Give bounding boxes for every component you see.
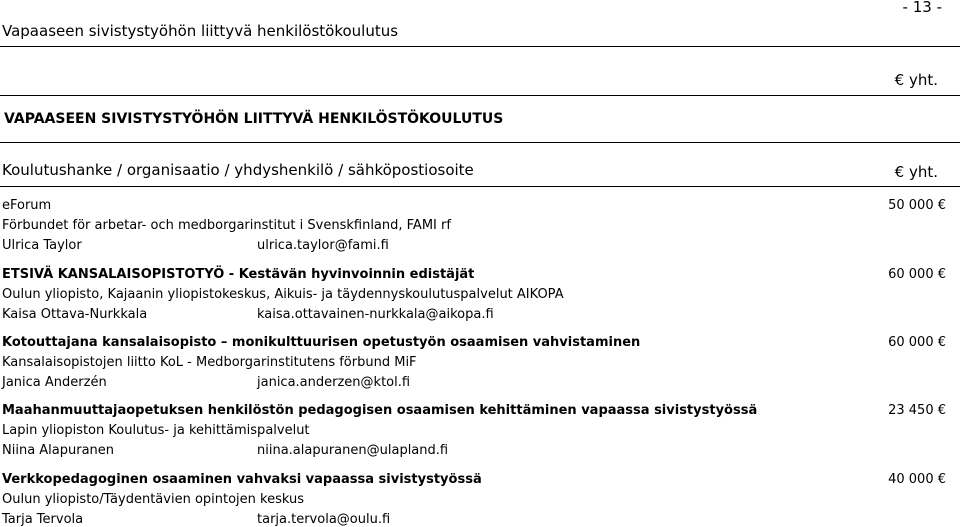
project-title: Maahanmuuttajaopetuksen henkilöstön pedagogisen osaamisen kehittäminen vapaassa sivistystyössä — [2, 403, 758, 418]
project-organization: Lapin yliopiston Koulutus- ja kehittämispalvelut — [2, 423, 310, 438]
main-heading: VAPAASEEN SIVISTYSTYÖHÖN LIITTYVÄ HENKILÖSTÖKOULUTUS — [4, 111, 504, 127]
project-title: ETSIVÄ KANSALAISOPISTOTYÖ - Kestävän hyvinvoinnin edistäjät — [2, 267, 475, 282]
project-email: tarja.tervola@oulu.fi — [257, 512, 391, 527]
document-header: Vapaaseen sivistystyöhön liittyvä henkilöstökoulutus — [2, 22, 399, 40]
project-amount: 60 000 € — [888, 335, 946, 350]
project-contact: Tarja Tervola — [2, 512, 84, 527]
project-organization: Kansalaisopistojen liitto KoL - Medborgarinstitutens förbund MiF — [2, 355, 417, 370]
page-number: - 13 - — [902, 0, 942, 16]
table-header-amount: € yht. — [894, 163, 938, 181]
project-amount: 40 000 € — [888, 472, 946, 487]
header-rule — [0, 46, 960, 47]
project-amount: 60 000 € — [888, 267, 946, 282]
heading-rule — [0, 142, 960, 143]
project-contact: Kaisa Ottava-Nurkkala — [2, 307, 148, 322]
project-email: ulrica.taylor@fami.fi — [257, 238, 389, 253]
project-organization: Oulun yliopisto/Täydentävien opintojen keskus — [2, 492, 305, 507]
divider-rule — [0, 95, 960, 96]
project-title: Kotouttajana kansalaisopisto – monikulttuurisen opetustyön osaamisen vahvistaminen — [2, 335, 641, 350]
project-amount: 23 450 € — [888, 403, 946, 418]
project-amount: 50 000 € — [888, 198, 946, 213]
project-email: kaisa.ottavainen-nurkkala@aikopa.fi — [257, 307, 494, 322]
table-header-rule — [0, 186, 960, 187]
project-contact: Niina Alapuranen — [2, 443, 115, 458]
project-title: eForum — [2, 198, 52, 213]
project-contact: Ulrica Taylor — [2, 238, 82, 253]
project-contact: Janica Anderzén — [2, 375, 107, 390]
project-title: Verkkopedagoginen osaaminen vahvaksi vapaassa sivistystyössä — [2, 472, 482, 487]
project-email: janica.anderzen@ktol.fi — [257, 375, 411, 390]
yht-label-top: € yht. — [894, 71, 938, 89]
table-header-label: Koulutushanke / organisaatio / yhdyshenkilö / sähköpostiosoite — [2, 161, 474, 179]
project-organization: Förbundet för arbetar- och medborgarinstitut i Svenskfinland, FAMI rf — [2, 218, 451, 233]
project-email: niina.alapuranen@ulapland.fi — [257, 443, 449, 458]
project-organization: Oulun yliopisto, Kajaanin yliopistokeskus, Aikuis- ja täydennyskoulutuspalvelut AIKOPA — [2, 287, 564, 302]
